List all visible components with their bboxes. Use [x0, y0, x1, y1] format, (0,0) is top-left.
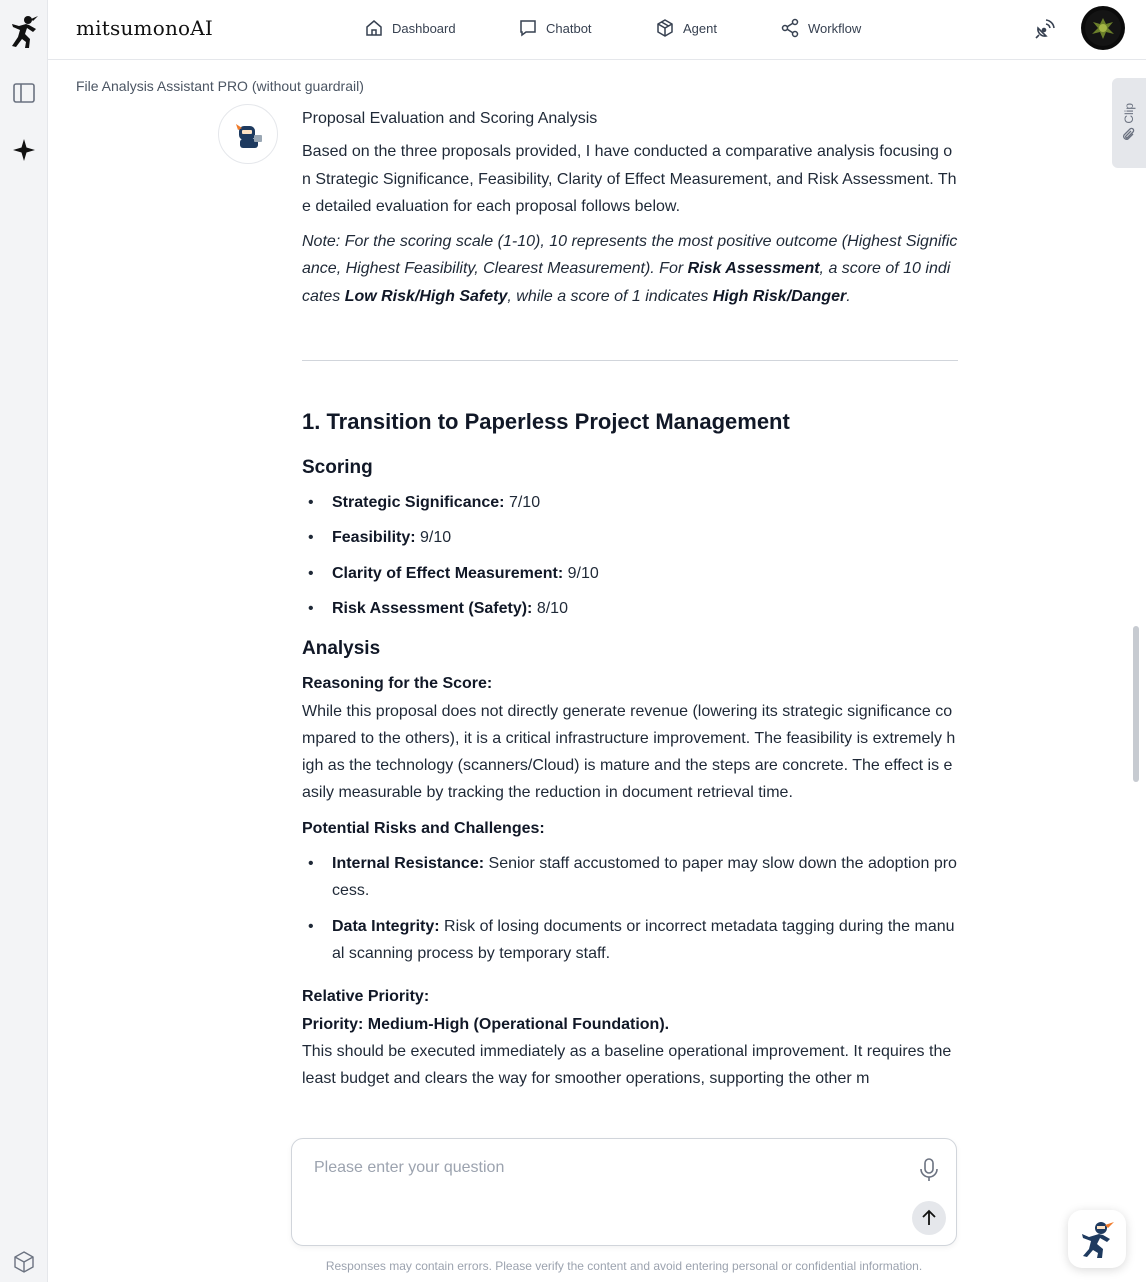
risk-item: • Internal Resistance: Senior staff accustomed to paper may slow down the adoption process. — [302, 850, 958, 905]
signal-broadcast-icon[interactable] — [1032, 16, 1058, 42]
assistant-avatar — [218, 104, 278, 164]
scrollbar-thumb[interactable] — [1133, 626, 1139, 782]
nav-chatbot-label: Chatbot — [546, 20, 592, 36]
priority-text: This should be executed immediately as a baseline operational improvement. It requires the least budget and clears the way for smoother operations, supporting the other m — [302, 1042, 952, 1088]
user-avatar[interactable] — [1081, 6, 1125, 50]
nav-workflow[interactable] — [780, 18, 861, 38]
brand-name[interactable]: mitsumonoAI — [76, 16, 214, 40]
sparkle-icon[interactable] — [8, 134, 40, 166]
nav-workflow-label: Workflow — [808, 20, 862, 36]
score-list — [302, 489, 958, 622]
scoring-heading: Scoring — [302, 457, 373, 479]
ninja-mascot-icon — [1077, 1219, 1117, 1259]
section-divider — [302, 360, 958, 361]
share-nodes-icon — [780, 18, 800, 38]
reasoning-text: While this proposal does not directly generate revenue (lowering its strategic significance compared to the others), it is a critical infrastructure improvement. The feasibility is extremely high as the technology (scanners/Cloud) is mature and the steps are concrete. The effect is easily measurable by tracking the reduction in document retrieval time. — [302, 702, 956, 802]
home-icon — [364, 18, 384, 38]
score-item: • Strategic Significance: 7/10 — [302, 489, 958, 516]
message-intro: Based on the three proposals provided, I have conducted a comparative analysis focusing on Strategic Significance, Feasibility, Clarity of Effect Measurement, and Risk Assessment. The detailed evaluation for each proposal follows below. — [302, 143, 957, 215]
priority-label: Relative Priority: — [302, 988, 430, 1006]
nav-dashboard[interactable] — [364, 18, 456, 38]
chat-input-box — [291, 1138, 957, 1246]
clip-label: Clip — [1122, 102, 1136, 124]
box-icon — [655, 18, 675, 38]
page-subtitle: File Analysis Assistant PRO (without guardrail) — [76, 78, 364, 94]
scrollbar[interactable] — [1131, 60, 1141, 1130]
ninja-logo-icon[interactable] — [8, 16, 40, 48]
arrow-up-icon — [920, 1209, 938, 1227]
nav-chatbot[interactable] — [518, 18, 592, 38]
left-sidebar — [0, 0, 48, 1282]
section-heading: 1. Transition to Paperless Project Management — [302, 409, 790, 435]
priority-value: Priority: Medium-High (Operational Foundation). — [302, 1015, 670, 1033]
risk-list — [302, 850, 958, 967]
cube-network-icon[interactable] — [8, 1246, 40, 1278]
chat-bubble-icon — [518, 18, 538, 38]
message-title: Proposal Evaluation and Scoring Analysis — [302, 110, 598, 127]
nav-agent-label: Agent — [683, 20, 717, 36]
reasoning-label: Reasoning for the Score: — [302, 675, 493, 693]
disclaimer-text: Responses may contain errors. Please verify the content and avoid entering personal or confidential information. — [325, 1259, 923, 1273]
risk-item: • Data Integrity: Risk of losing documents or incorrect metadata tagging during the manual scanning process by temporary staff. — [302, 913, 958, 968]
question-input[interactable] — [314, 1159, 894, 1199]
score-item: • Feasibility: 9/10 — [302, 524, 958, 551]
analysis-heading: Analysis — [302, 638, 381, 660]
score-item: • Clarity of Effect Measurement: 9/10 — [302, 560, 958, 587]
assistant-fab-button[interactable] — [1068, 1210, 1126, 1268]
send-button[interactable] — [912, 1201, 946, 1235]
nav-agent[interactable] — [655, 18, 717, 38]
risks-label: Potential Risks and Challenges: — [302, 819, 545, 837]
message-note: Note: For the scoring scale (1-10), 10 represents the most positive outcome (Highest Significance, Highest Feasibility, Clearest Measurement). For Risk Assessment, a score of 10 indicates Low Risk/High Safety, while a score of 1 indicates High Risk/Danger. — [302, 233, 958, 305]
sidebar-toggle-icon[interactable] — [8, 77, 40, 109]
score-item: • Risk Assessment (Safety): 8/10 — [302, 595, 958, 622]
assistant-message — [302, 104, 958, 1134]
nav-dashboard-label: Dashboard — [392, 20, 456, 36]
microphone-icon[interactable] — [918, 1157, 940, 1183]
top-navbar — [48, 0, 1146, 60]
